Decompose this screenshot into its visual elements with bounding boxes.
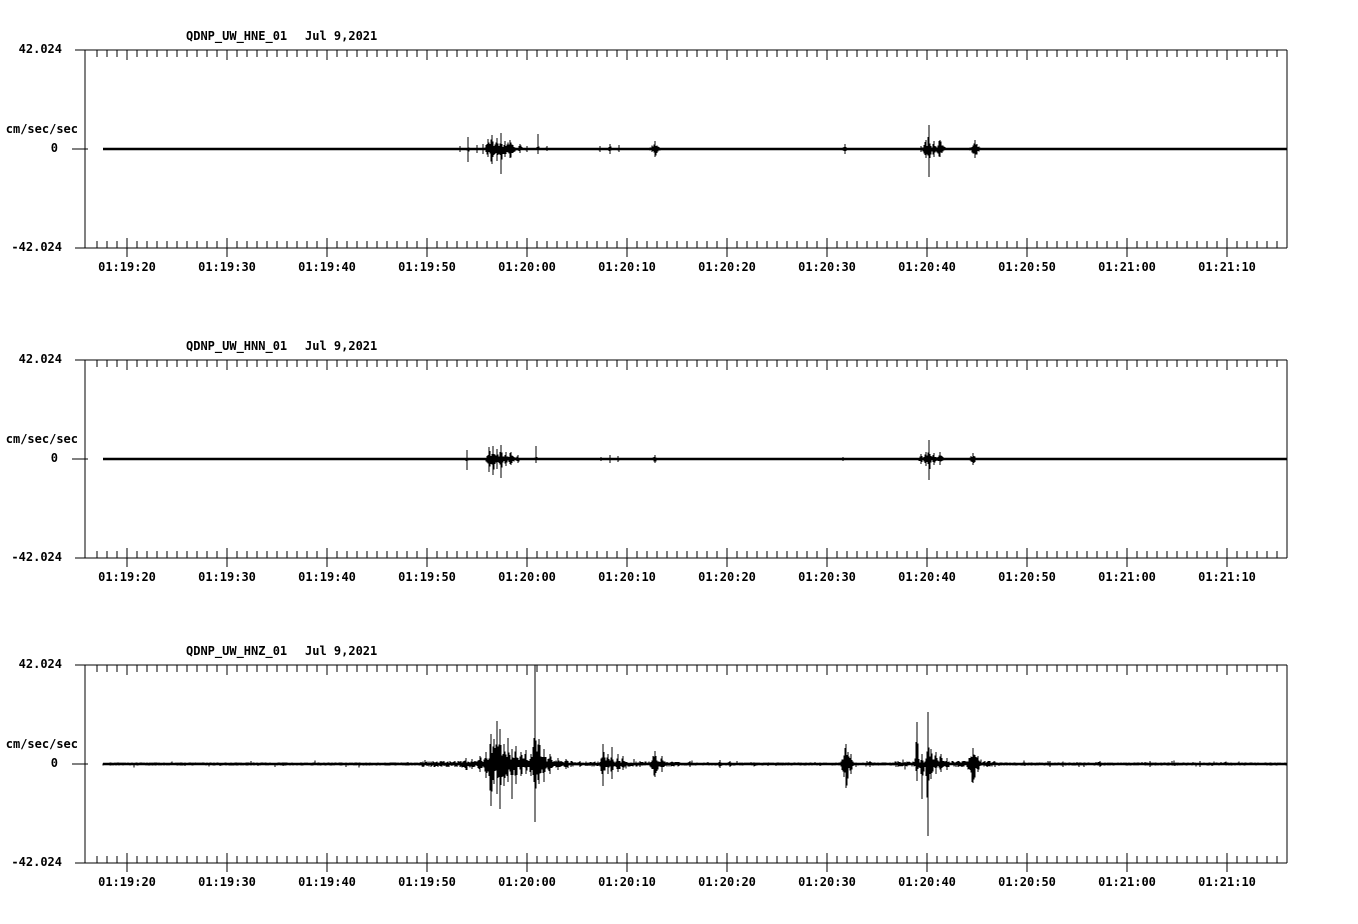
x-tick-label: 01:20:00 <box>498 570 556 584</box>
panel-date: Jul 9,2021 <box>305 29 378 43</box>
x-tick-label: 01:19:30 <box>198 875 256 889</box>
x-tick-label: 01:20:40 <box>898 875 956 889</box>
x-tick-label: 01:20:50 <box>998 875 1056 889</box>
x-tick-label: 01:20:10 <box>598 875 656 889</box>
x-tick-label: 01:19:50 <box>398 260 456 274</box>
y-zero-label: 0 <box>50 141 58 155</box>
x-tick-label: 01:19:50 <box>398 570 456 584</box>
x-tick-label: 01:19:30 <box>198 260 256 274</box>
panel-date: Jul 9,2021 <box>305 339 378 353</box>
x-tick-label: 01:20:40 <box>898 260 956 274</box>
y-units-label: cm/sec/sec <box>5 432 78 446</box>
x-tick-label: 01:21:00 <box>1098 570 1156 584</box>
y-max-label: 42.024 <box>18 42 62 56</box>
y-units-label: cm/sec/sec <box>5 737 78 751</box>
x-tick-label: 01:20:20 <box>698 260 756 274</box>
x-tick-label: 01:19:20 <box>98 875 156 889</box>
y-units-label: cm/sec/sec <box>5 122 78 136</box>
x-tick-label: 01:20:20 <box>698 570 756 584</box>
x-tick-label: 01:19:50 <box>398 875 456 889</box>
x-tick-label: 01:20:00 <box>498 260 556 274</box>
x-tick-label: 01:20:30 <box>798 260 856 274</box>
x-tick-label: 01:21:10 <box>1198 570 1256 584</box>
y-zero-label: 0 <box>50 756 58 770</box>
x-tick-label: 01:20:20 <box>698 875 756 889</box>
x-tick-label: 01:19:40 <box>298 875 356 889</box>
y-min-label: -42.024 <box>11 855 62 869</box>
x-tick-label: 01:19:20 <box>98 570 156 584</box>
x-tick-label: 01:20:00 <box>498 875 556 889</box>
x-tick-label: 01:20:50 <box>998 260 1056 274</box>
x-tick-label: 01:21:10 <box>1198 875 1256 889</box>
x-tick-label: 01:20:30 <box>798 875 856 889</box>
y-max-label: 42.024 <box>18 657 62 671</box>
x-tick-label: 01:19:40 <box>298 260 356 274</box>
x-tick-label: 01:21:10 <box>1198 260 1256 274</box>
x-tick-label: 01:20:30 <box>798 570 856 584</box>
panel-title: QDNP_UW_HNE_01 <box>186 29 288 43</box>
y-min-label: -42.024 <box>11 550 62 564</box>
x-tick-label: 01:19:30 <box>198 570 256 584</box>
x-tick-label: 01:20:50 <box>998 570 1056 584</box>
x-tick-label: 01:21:00 <box>1098 260 1156 274</box>
x-tick-label: 01:20:10 <box>598 570 656 584</box>
x-tick-label: 01:19:20 <box>98 260 156 274</box>
x-tick-label: 01:20:10 <box>598 260 656 274</box>
y-min-label: -42.024 <box>11 240 62 254</box>
y-zero-label: 0 <box>50 451 58 465</box>
panel-title: QDNP_UW_HNN_01 <box>186 339 288 353</box>
panel-title: QDNP_UW_HNZ_01 <box>186 644 288 658</box>
y-max-label: 42.024 <box>18 352 62 366</box>
x-tick-label: 01:21:00 <box>1098 875 1156 889</box>
panel-date: Jul 9,2021 <box>305 644 378 658</box>
x-tick-label: 01:19:40 <box>298 570 356 584</box>
x-tick-label: 01:20:40 <box>898 570 956 584</box>
